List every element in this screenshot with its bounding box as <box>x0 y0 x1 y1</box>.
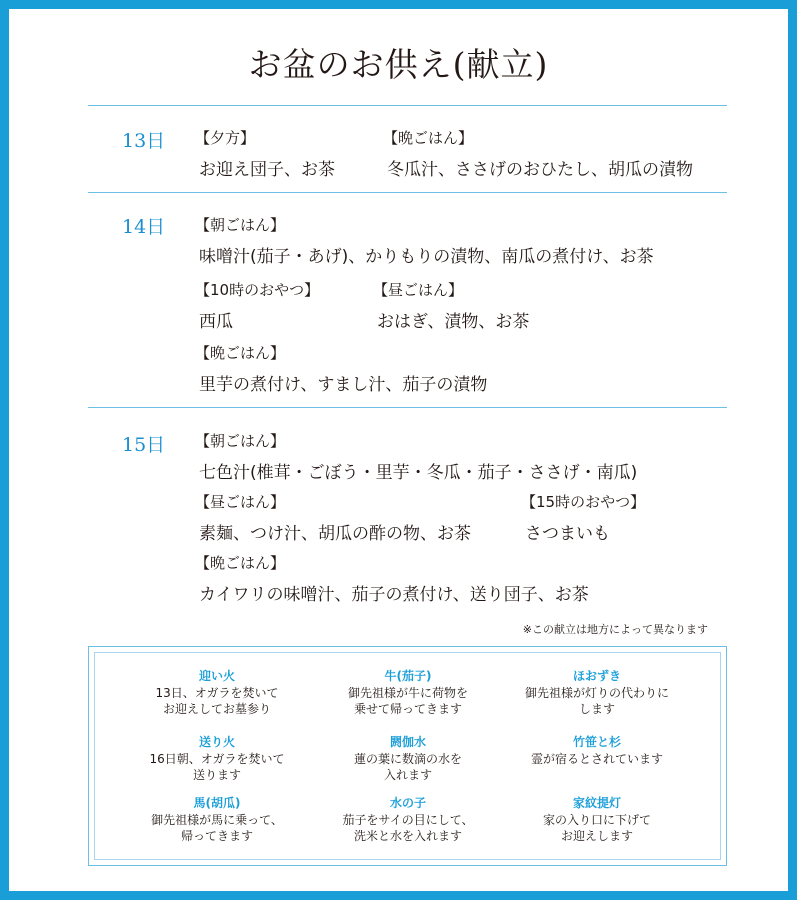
meal-menu: 西瓜 <box>199 312 233 332</box>
glossary-term: 牛(茄子) <box>384 669 432 683</box>
divider <box>88 192 727 193</box>
glossary-description: 家の入り口に下げて お迎えします <box>542 813 651 843</box>
glossary-item <box>117 794 317 844</box>
meal-15-dinner <box>195 552 589 605</box>
meal-menu: カイワリの味噌汁、茄子の煮付け、送り団子、お茶 <box>199 585 589 605</box>
meal-header: 【晩ごはん】 <box>195 344 286 362</box>
glossary-description: 16日朝、オガラを焚いて 送ります <box>149 752 285 782</box>
meal-header: 【晩ごはん】 <box>195 554 286 572</box>
glossary-term: 家紋提灯 <box>572 796 621 810</box>
glossary-item <box>308 794 508 844</box>
glossary-description: 御先祖様が牛に荷物を 乗せて帰ってきます <box>347 686 468 716</box>
meal-13-dinner <box>383 127 693 180</box>
glossary-item <box>117 733 317 783</box>
glossary-item <box>497 667 697 717</box>
meal-menu: 素麺、つけ汁、胡瓜の酢の物、お茶 <box>199 524 471 544</box>
glossary-description: 霊が宿るとされています <box>530 752 663 766</box>
glossary-box <box>88 646 727 866</box>
glossary-term: 竹笹と杉 <box>572 735 621 749</box>
glossary-term: 送り火 <box>198 735 235 749</box>
meal-header: 【昼ごはん】 <box>195 493 286 511</box>
meal-menu: 味噌汁(茄子・あげ)、かりもりの漬物、南瓜の煮付け、お茶 <box>199 247 654 267</box>
meal-13-evening <box>195 127 335 180</box>
meal-header: 【10時のおやつ】 <box>195 281 320 299</box>
glossary-item <box>308 667 508 717</box>
glossary-term: 水の子 <box>389 796 426 810</box>
glossary-item <box>117 667 317 717</box>
meal-menu: お迎え団子、お茶 <box>199 160 335 180</box>
day-14-label: 14日 <box>122 216 166 238</box>
glossary-description: 蓮の葉に数滴の水を 入れます <box>353 752 462 782</box>
meal-14-snack <box>195 279 319 332</box>
meal-14-breakfast <box>195 214 654 267</box>
glossary-item <box>308 733 508 783</box>
page-title: お盆のお供え(献立) <box>248 45 549 84</box>
meal-header: 【昼ごはん】 <box>373 281 464 299</box>
glossary-item <box>497 794 697 844</box>
glossary-item <box>497 733 697 767</box>
meal-header: 【夕方】 <box>195 129 256 147</box>
meal-menu: おはぎ、漬物、お茶 <box>377 312 530 332</box>
meal-15-lunch <box>195 491 471 544</box>
regional-note: ※この献立は地方によって異なります <box>522 623 708 636</box>
divider <box>88 105 727 106</box>
meal-15-breakfast <box>195 430 637 483</box>
glossary-term: 閼伽水 <box>389 735 426 749</box>
glossary-description: 茄子をサイの目にして、 洗米と水を入れます <box>342 813 474 843</box>
meal-header: 【朝ごはん】 <box>195 432 286 450</box>
glossary-description: 御先祖様が灯りの代わりに します <box>524 686 669 716</box>
glossary-term: 馬(胡瓜) <box>193 796 241 810</box>
meal-menu: 里芋の煮付け、すまし汁、茄子の漬物 <box>199 375 488 395</box>
meal-header: 【朝ごはん】 <box>195 216 286 234</box>
meal-14-lunch <box>373 279 529 332</box>
day-13-label: 13日 <box>122 130 166 152</box>
glossary-term: ほおずき <box>572 669 621 683</box>
glossary-description: 13日、オガラを焚いて お迎えしてお墓参り <box>155 686 279 716</box>
meal-menu: 冬瓜汁、ささげのおひたし、胡瓜の漬物 <box>387 160 693 180</box>
meal-menu: さつまいも <box>525 524 610 544</box>
glossary-description: 御先祖様が馬に乗って、 帰ってきます <box>151 813 283 843</box>
meal-14-dinner <box>195 342 487 395</box>
meal-15-snack <box>521 491 645 544</box>
divider <box>88 407 727 408</box>
glossary-term: 迎い火 <box>198 669 235 683</box>
meal-menu: 七色汁(椎茸・ごぼう・里芋・冬瓜・茄子・ささげ・南瓜) <box>199 463 638 483</box>
meal-header: 【晩ごはん】 <box>383 129 474 147</box>
day-15-label: 15日 <box>122 434 166 456</box>
meal-header: 【15時のおやつ】 <box>521 493 646 511</box>
